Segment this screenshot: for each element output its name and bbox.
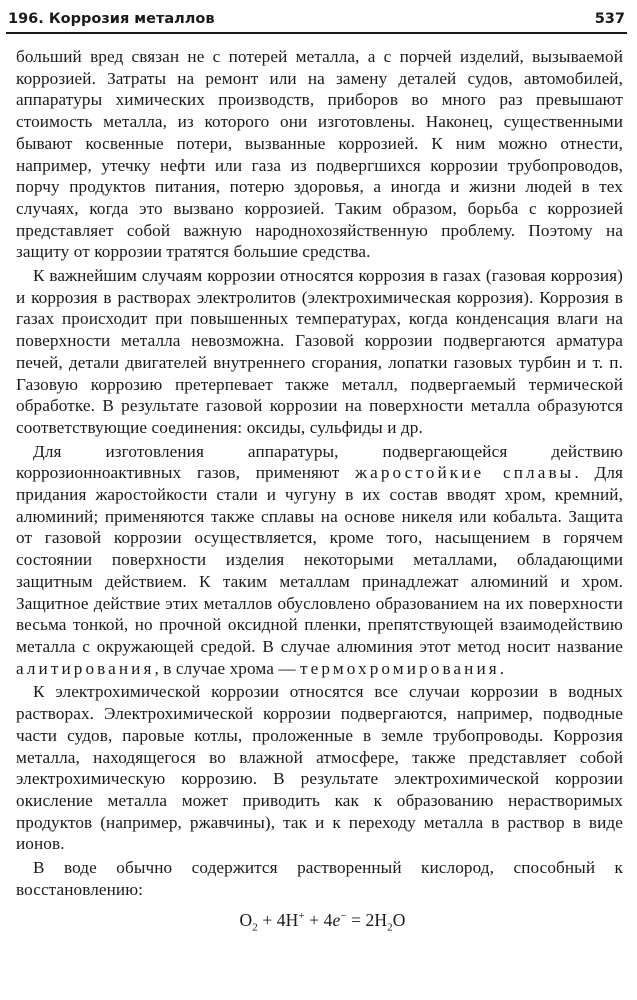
emphasized-term: термохромирования xyxy=(300,658,500,678)
section-title: 196. Коррозия металлов xyxy=(8,11,215,27)
formula-h2-sub: 2 xyxy=(387,921,393,934)
formula-eq-h: = 2H xyxy=(346,910,388,931)
text-run: . Для придания жаростойкости стали и чугуну в их состав вводят хром, кремний, алюминий; применяются также сплавы на основе никеля или кобальта. Защита от газовой коррозии осуществляется, кроме того, насыщением в горячем состоянии поверхности изделия некоторыми металлами, обладающими защитным действием. К таким металлам принадлежат алюминий и хром. Защитное действие этих металлов обусловлено образованием на их поверхности весьма тонкой, но прочной оксидной пленки, препятствующей взаимодействию металла с окружающей средой. В случае алюминия этот метод носит название xyxy=(16,463,624,656)
formula-o-sub: 2 xyxy=(252,921,258,934)
page-body xyxy=(16,46,623,939)
formula-electron: e xyxy=(332,910,341,931)
text-run: Для изготовления аппаратуры, подвергающейся действию коррозионноактивных газов, применяют xyxy=(16,441,623,483)
paragraph xyxy=(16,681,623,855)
text-run: К электрохимической коррозии относятся все случаи коррозии в водных растворах. Электрохимической коррозии подвергаются, например, подводные части судов, паровые котлы, проложенные в земле трубопроводы. Коррозия металла, находящегося во влажной атмосфере, также представляет собой электрохимическую коррозию. В результате электрохимической коррозии окисление металла может приводить как к образованию нерастворимых продуктов (например, ржавчины), так и к переходу металла в раствор в виде ионов. xyxy=(16,682,623,854)
emphasized-term: жаростойкие сплавы xyxy=(355,463,575,483)
text-run: В воде обычно содержится растворенный кислород, способный к восстановлению: xyxy=(16,858,623,899)
running-header xyxy=(8,6,625,32)
page-number: 537 xyxy=(594,11,625,27)
paragraph xyxy=(16,265,623,439)
text-run: . xyxy=(499,658,505,678)
formula-h-sup: + xyxy=(298,910,305,923)
paragraph xyxy=(16,441,623,680)
paragraph xyxy=(16,857,623,900)
text-run: , в случае хрома — xyxy=(154,658,301,678)
text-run: больший вред связан не с потерей металла, а с порчей изделий, вызываемой коррозией. Затраты на ремонт или на замену деталей судов, автомобилей, аппаратуры химических производств, приборов во много раз превышают стоимость металла, из которого они изготовлены. Наконец, существенными бывают косвенные потери, вызванные коррозией. К ним можно отнести, например, утечку нефти или газа из подвергшихся коррозии трубопроводов, порчу продуктов питания, потерю здоровья, а иногда и жизни людей в тех случаях, когда это вызвано коррозией. Таким образом, борьба с коррозией представляет собой важную народнохозяйственную проблему. Поэтому на защиту от коррозии тратятся большие средства. xyxy=(16,47,623,262)
formula-plus-h: + 4H xyxy=(257,910,299,931)
formula-e-sup: − xyxy=(340,910,347,923)
header-rule xyxy=(6,32,627,34)
emphasized-term: алитирования xyxy=(16,658,155,678)
formula-o2: O xyxy=(392,910,406,931)
formula-plus-4: + 4 xyxy=(304,910,333,931)
text-run: К важнейшим случаям коррозии относятся коррозия в газах (газовая коррозия) и коррозия в растворах электролитов (электрохимическая коррозия). Коррозия в газах происходит при повышенных температурах, когда конденсация влаги на поверхности металла невозможна. Газовой коррозии подвергаются арматура печей, детали двигателей внутреннего сгорания, лопатки газовых турбин и т. п. Газовую коррозию претерпевает также металл, подвергаемый термической обработке. В результате газовой коррозии на поверхности металла образуются соответствующие соединения: оксиды, сульфиды и др. xyxy=(16,266,623,437)
paragraph xyxy=(16,46,623,263)
chemical-equation xyxy=(16,906,623,939)
formula-o: O xyxy=(239,910,253,931)
